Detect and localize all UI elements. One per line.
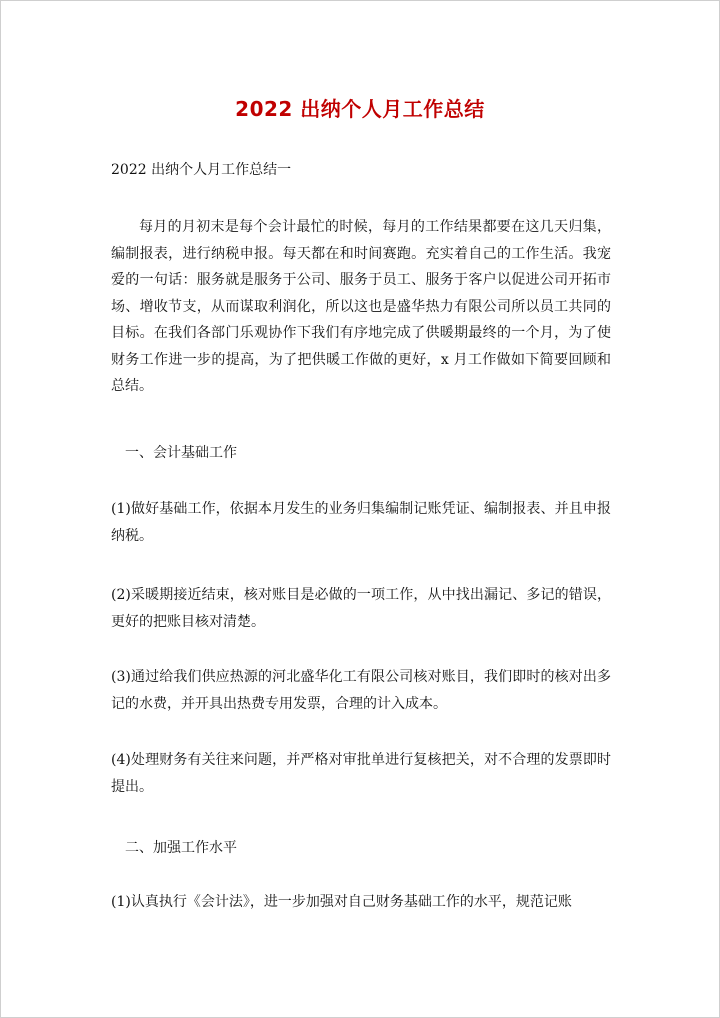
list-item: (1)认真执行《会计法》，进一步加强对自己财务基础工作的水平，规范记账: [111, 894, 572, 910]
section-heading-improve-work-level: 二、加强工作水平: [125, 840, 237, 856]
list-item: (3)通过给我们供应热源的河北盛华化工有限公司核对账目，我们即时的核对出多记的水费，并开具出热费专用发票，合理的计入成本。: [111, 669, 611, 712]
list-item: (2)采暖期接近结束，核对账目是必做的一项工作，从中找出漏记、多记的错误，更好的把账目核对清楚。: [111, 587, 611, 630]
section-heading-accounting-basics: 一、会计基础工作: [125, 445, 237, 461]
document-subtitle: 2022 出纳个人月工作总结一: [111, 162, 292, 178]
list-item: (4)处理财务有关往来问题，并严格对审批单进行复核把关，对不合理的发票即时提出。: [111, 752, 611, 795]
intro-paragraph: 每月的月初末是每个会计最忙的时候，每月的工作结果都要在这几天归集，编制报表，进行纳税申报。每天都在和时间赛跑。充实着自己的工作生活。我宠爱的一句话：服务就是服务于公司、服务于员工、服务于客户以促进公司开拓市场、增收节支，从而谋取利润化，所以这也是盛华热力有限公司所以员工共同的目标。在我们各部门乐观协作下我们有序地完成了供暖期最终的一个月，为了使财务工作进一步的提高，为了把供暖工作做的更好，x 月工作做如下简要回顾和总结。: [111, 219, 611, 394]
list-item: (1)做好基础工作，依据本月发生的业务归集编制记账凭证、编制报表、并且申报纳税。: [111, 501, 611, 544]
document-title: 2022 出纳个人月工作总结: [235, 97, 485, 121]
